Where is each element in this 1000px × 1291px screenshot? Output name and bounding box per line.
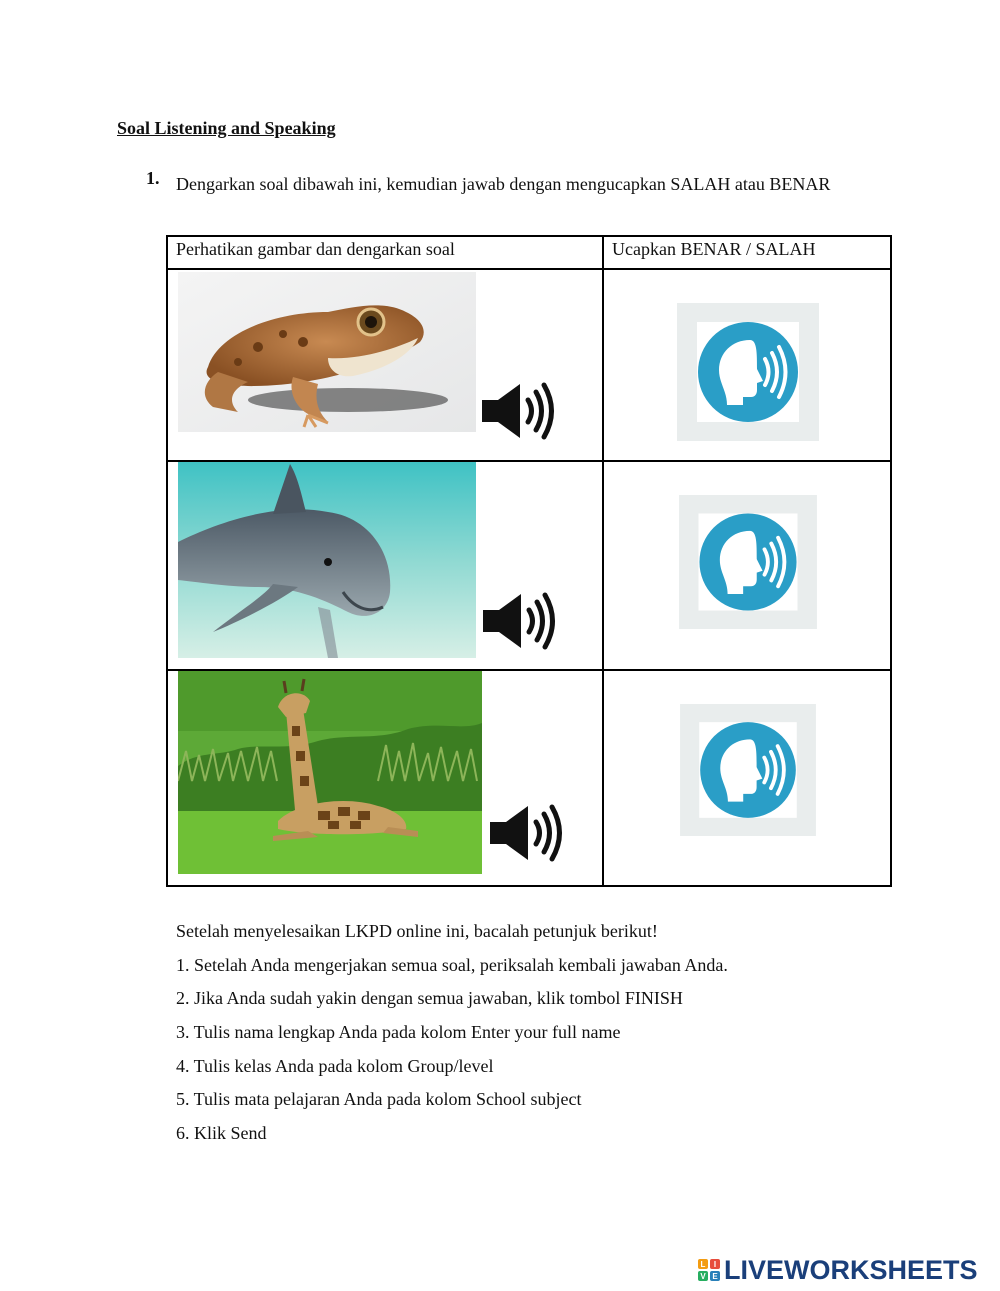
logo-letter: V [698,1271,708,1281]
question-table [166,235,892,887]
column-header-answer: Ucapkan BENAR / SALAH [603,236,891,269]
question-number: 1. [146,168,160,188]
instruction-step: 6. Klik Send [176,1123,267,1144]
logo-letter: E [710,1271,720,1281]
instruction-step: 5. Tulis mata pelajaran Anda pada kolom School subject [176,1089,582,1110]
instruction-step: 3. Tulis nama lengkap Anda pada kolom Enter your full name [176,1022,621,1043]
logo-letter: L [698,1259,708,1269]
instructions-intro: Setelah menyelesaikan LKPD online ini, bacalah petunjuk berikut! [176,921,658,941]
speaker-icon[interactable] [488,802,564,864]
voice-speak-icon[interactable] [677,303,819,441]
brand-name: LIVEWORKSHEETS [724,1254,978,1285]
dolphin-image [178,462,476,658]
liveworksheets-logo [698,1253,978,1287]
liveworksheets-logo-icon [698,1259,720,1281]
column-header-picture: Perhatikan gambar dan dengarkan soal [167,236,603,269]
speaker-icon[interactable] [480,380,556,442]
table-row [167,670,891,886]
table-row [167,269,891,461]
question-text: Dengarkan soal dibawah ini, kemudian jawab dengan mengucapkan SALAH atau BENAR [176,174,831,194]
voice-speak-icon[interactable] [680,704,816,836]
voice-speak-icon[interactable] [679,495,817,629]
instructions [176,918,728,1154]
table-row [167,461,891,670]
instruction-step: 1. Setelah Anda mengerjakan semua soal, periksalah kembali jawaban Anda. [176,954,728,975]
logo-letter: I [710,1259,720,1269]
page-title: Soal Listening and Speaking [117,118,336,138]
speaker-icon[interactable] [481,590,557,652]
instruction-step: 2. Jika Anda sudah yakin dengan semua jawaban, klik tombol FINISH [176,988,683,1009]
giraffe-image [178,671,482,874]
frog-image [178,272,476,432]
instruction-step: 4. Tulis kelas Anda pada kolom Group/level [176,1055,494,1076]
